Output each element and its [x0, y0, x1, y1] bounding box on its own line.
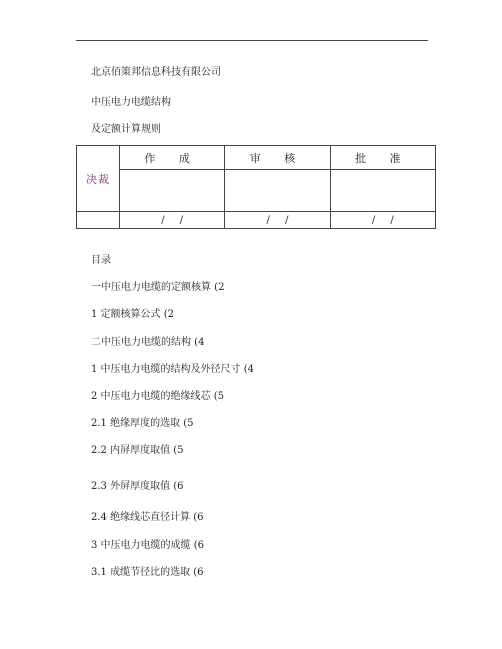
doc-title-line-1: 中压电力电缆结构: [91, 97, 171, 108]
approval-category: 决裁: [77, 146, 120, 212]
toc-entry: 3.1 成缆节径比的选取 (6: [91, 567, 204, 578]
date-approved: / /: [330, 212, 435, 229]
signature-cell-approved: [330, 170, 435, 212]
header-prepared: 作 成: [120, 146, 225, 170]
toc-entry: 1 定额核算公式 (2: [91, 309, 174, 320]
header-approved: 批 准: [330, 146, 435, 170]
company-name: 北京佰策邦信息科技有限公司: [91, 67, 221, 78]
toc-entry: 2.1 绝缘厚度的选取 (5: [91, 418, 194, 429]
toc-entry: 一中压电力电缆的定额核算 (2: [91, 282, 225, 293]
date-prepared: / /: [120, 212, 225, 229]
signature-cell-prepared: [120, 170, 225, 212]
date-label-cell: [77, 212, 120, 229]
approval-table: [76, 145, 436, 229]
header-reviewed: 审 核: [225, 146, 330, 170]
signature-cell-reviewed: [225, 170, 330, 212]
toc-heading: 目录: [91, 255, 111, 266]
toc-entry: 2.3 外屏厚度取值 (6: [91, 481, 184, 492]
toc-entry: 3 中压电力电缆的成缆 (6: [91, 540, 204, 551]
top-rule: [76, 40, 428, 41]
date-reviewed: / /: [225, 212, 330, 229]
toc-entry: 二中压电力电缆的结构 (4: [91, 337, 205, 348]
toc-entry: 2 中压电力电缆的绝缘线芯 (5: [91, 391, 224, 402]
toc-entry: 1 中压电力电缆的结构及外径尺寸 (4: [91, 364, 254, 375]
toc-entry: 2.4 绝缘线芯直径计算 (6: [91, 512, 204, 523]
doc-title-line-2: 及定额计算规则: [91, 124, 161, 135]
toc-entry: 2.2 内屏厚度取值 (5: [91, 445, 184, 456]
